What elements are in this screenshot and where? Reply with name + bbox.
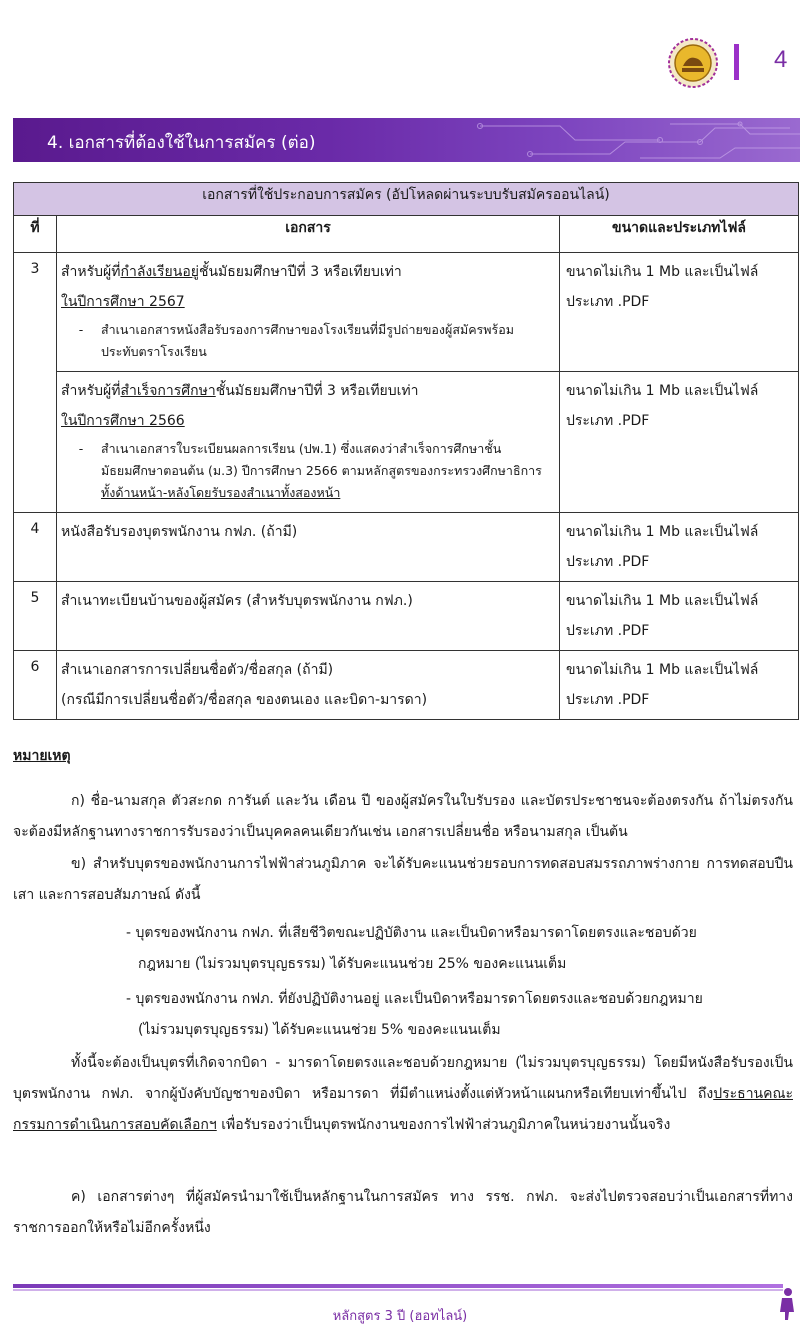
note-b-item (126, 918, 792, 980)
bullet-text: สำเนาเอกสารใบระเบียนผลการเรียน (ปพ.1) ซึ่งแสดงว่าสำเร็จการศึกษาชั้นมัธยมศึกษาตอนต้น (ม.3) ปีการศึกษา 2566 ตามหลักสูตรของกระทรวงศึกษาธิการ (101, 441, 542, 478)
bullet-text-underlined: ทั้งด้านหน้า-หลังโดยรับรองสำเนาทั้งสองหน้า (101, 485, 341, 500)
size-cell: ขนาดไม่เกิน 1 Mb และเป็นไฟล์ประเภท .PDF (560, 651, 799, 720)
note-b: ข) สำหรับบุตรของพนักงานการไฟฟ้าส่วนภูมิภาค จะได้รับคะแนนช่วยรอบการทดสอบสมรรถภาพร่างกาย การทดสอบปืนเสา และการสอบสัมภาษณ์ ดังนี้ (13, 856, 793, 903)
bullet-text: สำเนาเอกสารหนังสือรับรองการศึกษาของโรงเรียนที่มีรูปถ่ายของผู้สมัครพร้อมประทับตราโรงเรียน (101, 322, 514, 359)
col-header-size: ขนาดและประเภทไฟล์ (560, 216, 799, 253)
document-cell (57, 372, 560, 513)
condition-text: เพื่อรับรองว่าเป็นบุตรพนักงานของการไฟฟ้าส่วนภูมิภาคในหน่วยงานนั้นจริง (216, 1117, 671, 1133)
footer-divider (13, 1289, 783, 1291)
row-number: 4 (14, 513, 57, 582)
doc-text: สำหรับผู้ที่ (61, 383, 121, 399)
size-cell: ขนาดไม่เกิน 1 Mb และเป็นไฟล์ประเภท .PDF (560, 253, 799, 372)
document-cell (57, 253, 560, 372)
note-a: ก) ชื่อ-นามสกุล ตัวสะกด การันต์ และวัน เดือน ปี ของผู้สมัครในใบรับรอง และบัตรประชาชนจะต้องตรงกัน ถ้าไม่ตรงกันจะต้องมีหลักฐานทางราชการรับรองว่าเป็นบุคคลคนเดียวกันเช่น เอกสารเปลี่ยนชื่อ หรือนามสกุล เป็นต้น (13, 793, 793, 840)
table-row (14, 372, 799, 513)
col-header-no: ที่ (14, 216, 57, 253)
size-cell: ขนาดไม่เกิน 1 Mb และเป็นไฟล์ประเภท .PDF (560, 582, 799, 651)
circuit-pattern-icon (440, 118, 800, 162)
doc-text: สำเนาเอกสารการเปลี่ยนชื่อตัว/ชื่อสกุล (ถ้ามี) (61, 662, 334, 678)
note-b-condition (13, 1048, 793, 1141)
footer-course-name: หลักสูตร 3 ปี (ฮอทไลน์) (332, 1309, 468, 1324)
condition-text-underlined: ประธานคณะกรรมการดำเนินการสอบคัดเลือกฯ (13, 1086, 793, 1133)
section-title: 4. เอกสารที่ต้องใช้ในการสมัคร (ต่อ) (47, 133, 316, 153)
table-row (14, 513, 799, 582)
doc-text: สำหรับผู้ที่ (61, 264, 121, 280)
doc-text: ชั้นมัธยมศึกษาปีที่ 3 หรือเทียบเท่า (198, 264, 402, 280)
note-c: ค) เอกสารต่างๆ ที่ผู้สมัครนำมาใช้เป็นหลักฐานในการสมัคร ทาง รรช. กฟภ. จะส่งไปตรวจสอบว่าเป็นเอกสารที่ทางราชการออกให้หรือไม่อีกครั้งหนึ่ง (13, 1189, 793, 1236)
notes-heading: หมายเหตุ (13, 748, 71, 764)
note-b-item-line: - บุตรของพนักงาน กฟภ. ที่เสียชีวิตขณะปฏิบัติงาน และเป็นบิดาหรือมารดาโดยตรงและชอบด้วย (126, 925, 697, 941)
doc-text: ชั้นมัธยมศึกษาปีที่ 3 หรือเทียบเท่า (215, 383, 419, 399)
header-divider (734, 44, 739, 80)
col-header-document: เอกสาร (57, 216, 560, 253)
note-b-item-line: - บุตรของพนักงาน กฟภ. ที่ยังปฏิบัติงานอยู่ และเป็นบิดาหรือมารดาโดยตรงและชอบด้วยกฎหมาย (126, 991, 703, 1007)
section-banner (13, 118, 800, 162)
note-b-item-line: กฎหมาย (ไม่รวมบุตรบุญธรรม) ได้รับคะแนนช่วย 25% ของคะแนนเต็ม (138, 956, 567, 972)
doc-academic-year: ในปีการศึกษา 2567 (61, 294, 185, 310)
list-item: - สำเนาเอกสารใบระเบียนผลการเรียน (ปพ.1) ซึ่งแสดงว่าสำเร็จการศึกษาชั้นมัธยมศึกษาตอนต้น (ม.3) ปีการศึกษา 2566 ตามหลักสูตรของกระทรวงศึกษาธิการ ทั้งด้านหน้า-หลังโดยรับรองสำเนาทั้งสองหน้า (78, 441, 542, 500)
table-row (14, 651, 799, 720)
row-number: 5 (14, 582, 57, 651)
pea-logo-icon (668, 38, 718, 88)
document-cell (57, 651, 560, 720)
footer-divider (13, 1284, 783, 1288)
documents-table (13, 182, 799, 720)
table-row (14, 582, 799, 651)
doc-text-underlined: สำเร็จการศึกษา (120, 383, 216, 399)
document-cell: หนังสือรับรองบุตรพนักงาน กฟภ. (ถ้ามี) (57, 513, 560, 582)
note-b-item (126, 984, 792, 1046)
size-cell: ขนาดไม่เกิน 1 Mb และเป็นไฟล์ประเภท .PDF (560, 513, 799, 582)
doc-academic-year: ในปีการศึกษา 2566 (61, 413, 185, 429)
list-item: - สำเนาเอกสารหนังสือรับรองการศึกษาของโรงเรียนที่มีรูปถ่ายของผู้สมัครพร้อมประทับตราโรงเรียน (61, 319, 551, 363)
table-caption: เอกสารที่ใช้ประกอบการสมัคร (อัปโหลดผ่านระบบรับสมัครออนไลน์) (14, 183, 799, 216)
size-cell: ขนาดไม่เกิน 1 Mb และเป็นไฟล์ประเภท .PDF (560, 372, 799, 513)
condition-text: ทั้งนี้จะต้องเป็นบุตรที่เกิดจากบิดา - มารดาโดยตรงและชอบด้วยกฎหมาย (ไม่รวมบุตรบุญธรรม) โดยมีหนังสือรับรองเป็นบุตรพนักงาน กฟภ. จากผู้บังคับบัญชาของบิดา หรือมารดา ที่มีตำแหน่งตั้งแต่หัวหน้าแผนกหรือเทียบเท่าขึ้นไป ถึง (13, 1055, 793, 1102)
table-row (14, 253, 799, 372)
document-cell: สำเนาทะเบียนบ้านของผู้สมัคร (สำหรับบุตรพนักงาน กฟภ.) (57, 582, 560, 651)
row-number: 3 (14, 253, 57, 513)
doc-text: (กรณีมีการเปลี่ยนชื่อตัว/ชื่อสกุล ของตนเอง และบิดา-มารดา) (61, 692, 428, 708)
doc-text-underlined: กำลังเรียนอยู่ (120, 264, 199, 280)
row-number: 6 (14, 651, 57, 720)
page-number: 4 (774, 46, 788, 73)
note-b-item-line: (ไม่รวมบุตรบุญธรรม) ได้รับคะแนนช่วย 5% ของคะแนนเต็ม (138, 1022, 501, 1038)
